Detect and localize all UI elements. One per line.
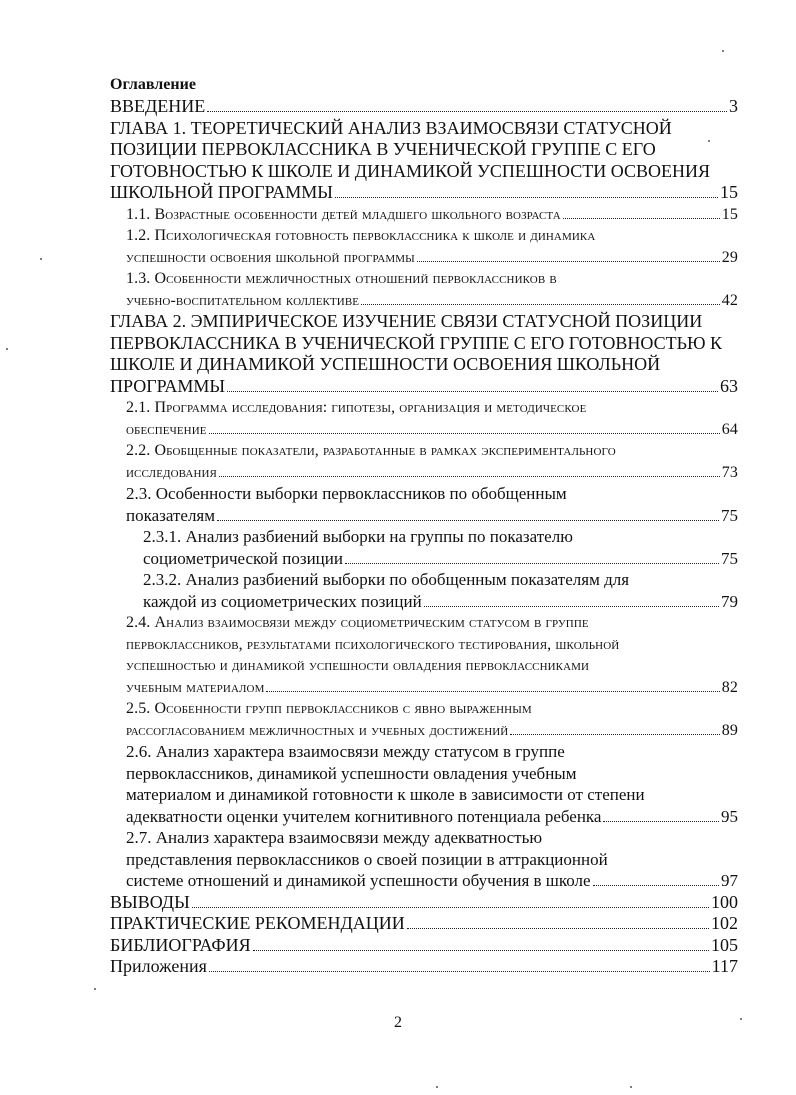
toc-entry-line: 2.7. Анализ характера взаимосвязи между адекватностью <box>126 828 543 847</box>
toc-entry[interactable] <box>110 827 738 892</box>
toc-page-number: 63 <box>720 375 738 396</box>
toc-entry-text: системе отношений и динамикой успешности обучения в школе <box>126 871 591 890</box>
scan-speck <box>708 140 710 142</box>
toc-entry-text: учебно-воспитательном коллективе <box>126 291 360 309</box>
toc-entry[interactable] <box>110 268 738 311</box>
toc-entry-line: 2.2. Обобщенные показатели, разработанные в рамках экспериментального <box>126 442 616 459</box>
toc-page-number: 102 <box>711 913 738 933</box>
dot-leader <box>361 304 720 305</box>
toc-page-number: 105 <box>711 934 738 955</box>
toc-entry-last-line <box>126 677 738 699</box>
toc-entry-text: ВЫВОДЫ <box>110 891 190 912</box>
toc-page-number: 82 <box>721 678 738 696</box>
dot-leader <box>192 907 709 908</box>
toc-entry-last-line <box>126 505 738 527</box>
dot-leader <box>207 111 727 112</box>
toc-page-number: 97 <box>721 871 738 890</box>
toc-entry-last-line <box>110 376 738 398</box>
toc-entry-text: адекватности оценки учителем когнитивного потенциала ребенка <box>126 806 602 826</box>
toc-page-number: 42 <box>721 291 738 309</box>
toc-entry-last-line <box>126 462 738 484</box>
toc-entry-line: ГЛАВА 1. ТЕОРЕТИЧЕСКИЙ АНАЛИЗ ВЗАИМОСВЯЗИ СТАТУСНОЙ <box>110 117 672 138</box>
toc-entry-line: ГОТОВНОСТЬЮ К ШКОЛЕ И ДИНАМИКОЙ УСПЕШНОСТИ ОСВОЕНИЯ <box>110 160 710 181</box>
dot-leader <box>253 950 709 951</box>
toc-entry-last-line <box>126 204 738 226</box>
toc-entry-last-line <box>126 720 738 742</box>
toc-entry[interactable] <box>110 741 738 827</box>
toc-entry-line: ШКОЛЕ И ДИНАМИКОЙ УСПЕШНОСТИ ОСВОЕНИЯ ШКОЛЬНОЙ <box>110 354 661 374</box>
toc-entry[interactable] <box>110 956 738 978</box>
scan-speck <box>722 50 724 52</box>
toc-entry-line: первоклассников, результатами психологического тестирования, школьной <box>126 635 620 653</box>
toc-entry[interactable] <box>110 935 738 957</box>
toc-entry[interactable] <box>110 698 738 741</box>
dot-leader <box>593 885 719 886</box>
scan-speck <box>40 258 42 260</box>
dot-leader <box>345 563 719 564</box>
toc-page-number: 29 <box>721 248 738 266</box>
dot-leader <box>227 391 718 392</box>
toc-entry-text: социометрической позиции <box>143 548 343 568</box>
toc-entry-text: успешности освоения школьной программы <box>126 248 415 266</box>
toc-entry[interactable] <box>110 892 738 914</box>
toc-title: Оглавление <box>110 76 196 93</box>
toc-entry[interactable] <box>110 96 738 118</box>
toc-page-number: 75 <box>721 548 738 568</box>
dot-leader <box>335 197 718 198</box>
toc-entry-text: рассогласованием межличностных и учебных достижений <box>126 721 509 739</box>
toc-entry[interactable] <box>110 397 738 440</box>
toc-entry[interactable] <box>110 204 738 226</box>
toc-page-number: 3 <box>729 96 738 116</box>
toc-entry-line: материалом и динамикой готовности к школе в зависимости от степени <box>126 785 645 804</box>
toc-entry-last-line <box>110 956 738 978</box>
toc-entry[interactable] <box>110 526 738 569</box>
toc-entry-text: исследования <box>126 463 217 481</box>
dot-leader <box>219 476 720 477</box>
toc-entry[interactable] <box>110 225 738 268</box>
scan-speck <box>630 1086 632 1088</box>
toc-entry-last-line <box>110 913 738 935</box>
toc-entry-last-line <box>110 182 738 204</box>
toc-entry-text: БИБЛИОГРАФИЯ <box>110 934 251 955</box>
toc-entry-line: ПОЗИЦИИ ПЕРВОКЛАССНИКА В УЧЕНИЧЕСКОЙ ГРУППЕ С ЕГО <box>110 139 656 159</box>
toc-entry[interactable] <box>110 612 738 698</box>
toc-entry-text: ПРОГРАММЫ <box>110 375 226 396</box>
toc-entry-last-line <box>143 548 738 570</box>
toc-page-number: 79 <box>721 591 738 611</box>
dot-leader <box>266 691 719 692</box>
toc-page-number: 15 <box>721 205 738 223</box>
toc-entry[interactable] <box>110 569 738 612</box>
scan-speck <box>436 1086 438 1088</box>
toc-entry-text: 1.1. Возрастные особенности детей младшего школьного возраста <box>126 205 561 223</box>
dot-leader <box>417 261 720 262</box>
toc-entry-line: ПЕРВОКЛАССНИКА В УЧЕНИЧЕСКОЙ ГРУППЕ С ЕГО ГОТОВНОСТЬЮ К <box>110 332 722 353</box>
toc-page-number: 100 <box>711 891 738 912</box>
toc-page-number: 73 <box>721 463 738 481</box>
toc-entry[interactable] <box>110 118 738 204</box>
toc-entry[interactable] <box>110 913 738 935</box>
scan-speck <box>740 1018 742 1020</box>
toc-entry-text: показателям <box>126 505 216 525</box>
toc-entry-line: 1.2. Психологическая готовность первоклассника к школе и динамика <box>126 227 596 244</box>
table-of-contents <box>110 74 738 978</box>
toc-entry-line: представления первоклассников о своей позиции в аттракционной <box>126 849 608 869</box>
toc-entry-last-line <box>110 96 738 118</box>
toc-entry[interactable] <box>110 483 738 526</box>
toc-entry-text: ПРАКТИЧЕСКИЕ РЕКОМЕНДАЦИИ <box>110 913 405 933</box>
toc-entry-text: ШКОЛЬНОЙ ПРОГРАММЫ <box>110 182 333 202</box>
toc-entry-last-line <box>110 935 738 957</box>
dot-leader <box>510 734 719 735</box>
toc-entry-last-line <box>110 892 738 914</box>
dot-leader <box>209 433 720 434</box>
toc-entry-line: 2.3.1. Анализ разбиений выборки на группы по показателю <box>143 527 573 546</box>
dot-leader <box>603 821 719 822</box>
toc-page-number: 89 <box>721 721 738 739</box>
toc-entry-line: первоклассников, динамикой успешности овладения учебным <box>126 763 577 783</box>
toc-entry-line: 2.3.2. Анализ разбиений выборки по обобщенным показателям для <box>143 570 630 589</box>
page-number: 2 <box>394 1014 402 1031</box>
toc-entry[interactable] <box>110 440 738 483</box>
dot-leader <box>407 928 709 929</box>
scan-speck <box>94 988 96 990</box>
toc-entry-line: 2.3. Особенности выборки первоклассников по обобщенным <box>126 484 567 503</box>
toc-entry-line: 2.6. Анализ характера взаимосвязи между статусом в группе <box>126 742 565 761</box>
dot-leader <box>217 520 719 521</box>
toc-entry-text: ВВЕДЕНИЕ <box>110 96 206 116</box>
toc-page-number: 95 <box>721 806 738 826</box>
toc-entry-text: Приложения <box>110 956 207 976</box>
toc-page-number: 64 <box>721 420 738 438</box>
toc-entry-line: ГЛАВА 2. ЭМПИРИЧЕСКОЕ ИЗУЧЕНИЕ СВЯЗИ СТАТУСНОЙ ПОЗИЦИИ <box>110 311 703 331</box>
toc-entry-line: успешностью и динамикой успешности овладения первоклассниками <box>126 657 590 674</box>
toc-entry-line: 2.4. Анализ взаимосвязи между социометрическим статусом в группе <box>126 614 589 631</box>
toc-page-number: 117 <box>711 956 738 976</box>
toc-entry-text: обеспечение <box>126 420 207 438</box>
dot-leader <box>424 606 719 607</box>
toc-entry-last-line <box>143 591 738 613</box>
toc-page-number: 15 <box>720 182 738 202</box>
toc-entry-last-line <box>126 247 738 269</box>
scan-speck <box>6 348 8 350</box>
toc-page-number: 75 <box>721 505 738 525</box>
toc-entry-last-line <box>126 290 738 312</box>
toc-entry-line: 1.3. Особенности межличностных отношений первоклассников в <box>126 270 557 287</box>
toc-entry-line: 2.1. Программа исследования: гипотезы, организация и методическое <box>126 399 587 416</box>
toc-entry-last-line <box>126 870 738 892</box>
toc-entry-last-line <box>126 419 738 441</box>
toc-entry-line: 2.5. Особенности групп первоклассников с явно выраженным <box>126 700 532 717</box>
toc-entry-last-line <box>126 806 738 828</box>
toc-entries <box>110 96 738 978</box>
dot-leader <box>563 218 720 219</box>
toc-entry[interactable] <box>110 311 738 397</box>
toc-entry-text: учебным материалом <box>126 678 265 696</box>
dot-leader <box>209 971 710 972</box>
toc-entry-text: каждой из социометрических позиций <box>143 591 422 611</box>
